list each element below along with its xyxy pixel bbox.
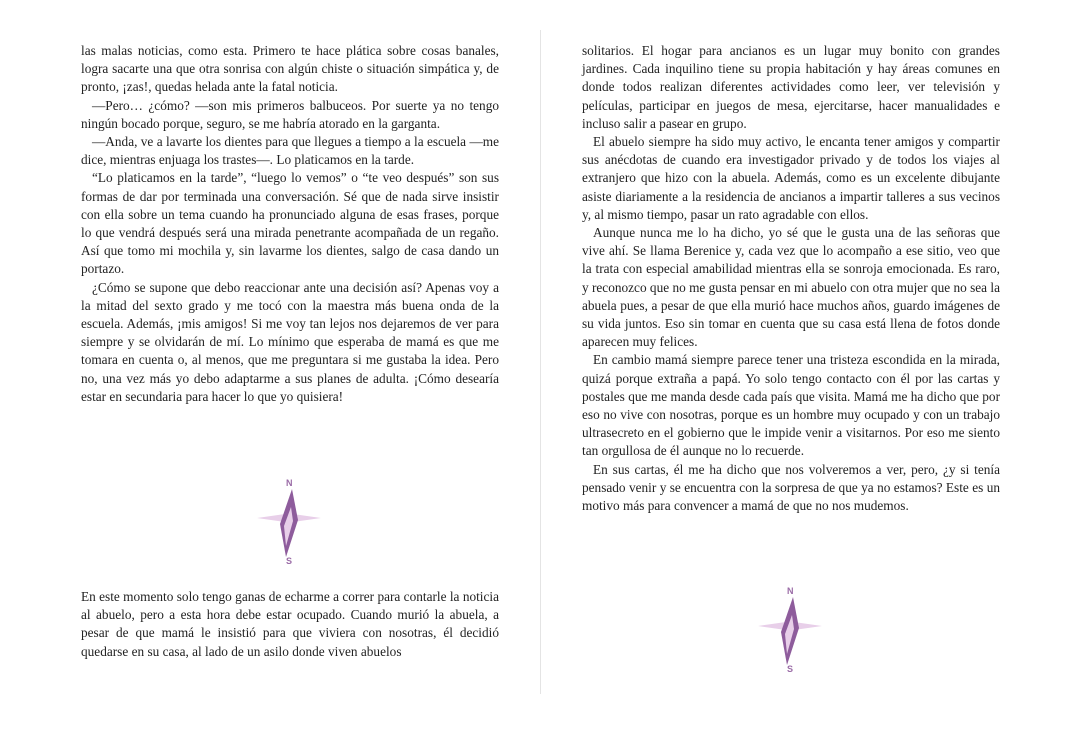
right-paragraph-3: Aunque nunca me lo ha dicho, yo sé que le gusta una de las señoras que vive ahí. Se llama Berenice y, cada vez que lo acompaño a ese sitio, veo que la trata con especial amabilidad mientras ella se sonroja emocionada. Es raro, y reconozco que no me gusta pensar en mi abuelo con otra mujer que no sea la abuela pues, a pesar de que ella murió hace muchos años, guardo imágenes de su vida juntos. Eso sin tomar en cuenta que su casa está llena de fotos donde aparecen muy felices.	[582, 225, 1000, 350]
page-gutter	[540, 30, 541, 694]
north-label: N	[286, 478, 293, 488]
compass-rose-icon	[755, 584, 825, 674]
right-page-body	[582, 42, 1000, 515]
left-paragraph-2: —Pero… ¿cómo? —son mis primeros balbuceos. Por suerte ya no tengo ningún bocado porque, seguro, se me habría atorado en la garganta.	[81, 97, 499, 131]
left-paragraph-4: “Lo platicamos en la tarde”, “luego lo vemos” o “te veo después” son sus formas de dar por terminada una conversación. Sé que de nada sirve insistir con ella sobre un tema cuando ha pronunciado alguna de esas frases, porque lo que vendrá después será una mirada penetrante acompañada de un regaño. Así que tomo mi mochila y, sin lavarme los dientes, salgo de casa dando un portazo.	[81, 170, 499, 277]
north-label: N	[787, 586, 794, 596]
left-page-section-body	[81, 588, 499, 661]
compass-rose-icon	[254, 476, 324, 566]
right-paragraph-4: En cambio mamá siempre parece tener una tristeza escondida en la mirada, quizá porque extraña a papá. Yo solo tengo contacto con él por las cartas y postales que me manda desde cada país que visita. Mamá me ha dicho que por eso no vive con nosotras, porque es un hombre muy ocupado y con un trabajo ultrasecreto en el gobierno que le impide venir a visitarnos. Por eso me siento tan orgullosa de él aunque no lo recuerde.	[582, 352, 1000, 459]
right-paragraph-5: En sus cartas, él me ha dicho que nos volveremos a ver, pero, ¿y si tenía pensado venir y se encuentra con la sorpresa de que ya no estamos? Este es un motivo más para convencer a mamá de que no nos mudemos.	[582, 461, 1000, 514]
left-section-paragraph: En este momento solo tengo ganas de echarme a correr para contarle la noticia al abuelo, pero a esta hora debe estar ocupado. Cuando murió la abuela, a pesar de que mamá le insistió para que viviera con nosotras, él decidió quedarse en su casa, al lado de un asilo donde viven abuelos	[81, 589, 499, 659]
left-page-body	[81, 42, 499, 406]
left-paragraph-3: —Anda, ve a lavarte los dientes para que llegues a tiempo a la escuela —me dice, mientras enjuaga los trastes—. Lo platicamos en la tarde.	[81, 134, 499, 168]
compass-rose-ornament-right	[755, 584, 825, 674]
right-paragraph-1: solitarios. El hogar para ancianos es un lugar muy bonito con grandes jardines. Cada inquilino tiene su propia habitación y hay áreas comunes en donde todos realizan diferentes actividades como leer, ver televisión y películas, participar en juegos de mesa, ejercitarse, hacer manualidades e incluso salir a pasear en grupo.	[582, 43, 1000, 131]
left-paragraph-1: las malas noticias, como esta. Primero te hace plática sobre cosas banales, logra sacarte una que otra sonrisa con algún chiste o situación simpática y, de pronto, ¡zas!, quedas helada ante la fatal noticia.	[81, 43, 499, 95]
left-paragraph-5: ¿Cómo se supone que debo reaccionar ante una decisión así? Apenas voy a la mitad del sexto grado y me tocó con la maestra más buena onda de la escuela. Además, ¡mis amigos! Si me voy tan lejos nos dejaremos de ver para siempre y se olvidarán de mí. Lo mínimo que esperaba de mamá es que me tomara en cuenta o, al menos, que me preguntara si me gustaba la idea. Pero no, una vez más yo debo adaptarme a sus planes de adulta. ¡Cómo desearía estar en secundaria para hacer lo que yo quisiera!	[81, 279, 499, 404]
compass-rose-ornament-left	[254, 476, 324, 566]
right-paragraph-2: El abuelo siempre ha sido muy activo, le encanta tener amigos y compartir sus anécdotas de cuando era investigador privado y de todos los viajes al extranjero que hizo con la abuela. Además, como es un excelente dibujante asiste diariamente a la residencia de ancianos a impartir talleres a sus vecinos y, al mismo tiempo, pasar un rato agradable con ellos.	[582, 134, 1000, 222]
south-label: S	[787, 664, 794, 674]
south-label: S	[286, 556, 293, 566]
